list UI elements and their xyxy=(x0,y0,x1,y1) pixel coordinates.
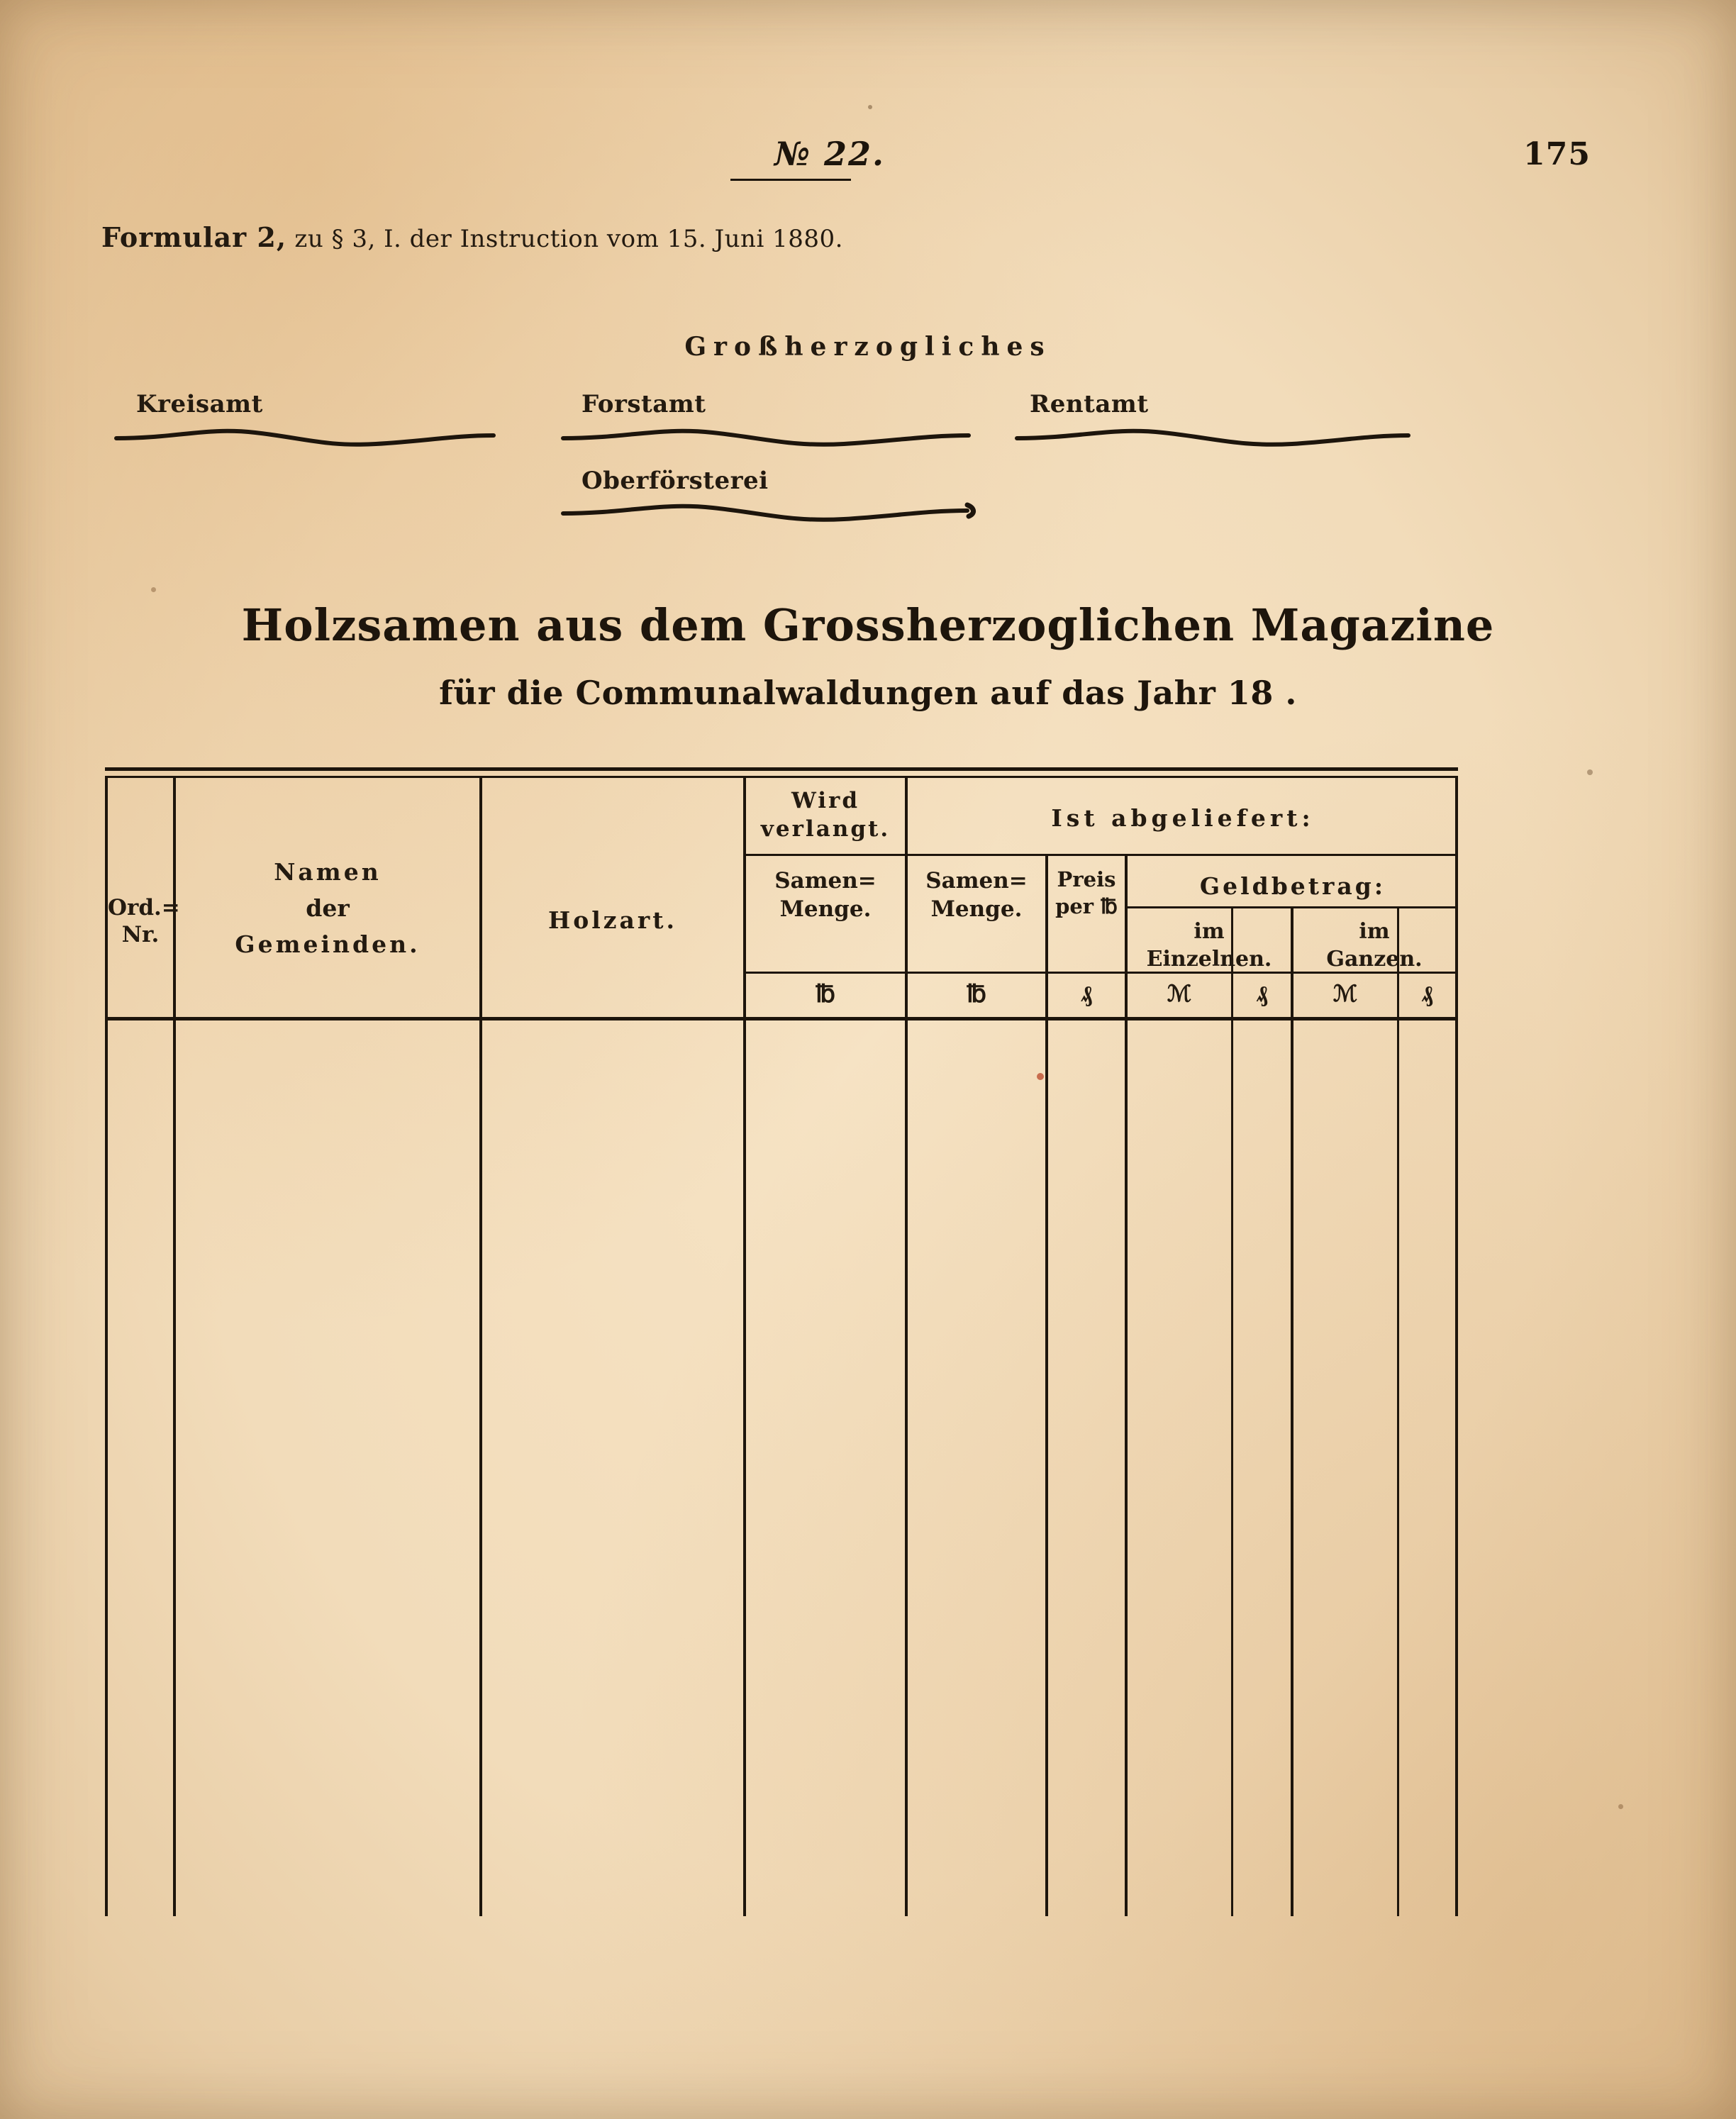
unit-einzeln-mark: ℳ xyxy=(1167,980,1192,1007)
document-subtitle: für die Communalwaldungen auf das Jahr 18 . xyxy=(439,674,1297,712)
header-preis-per-pfund: Preis per ℔ xyxy=(1055,867,1118,918)
paper-speck xyxy=(1587,769,1593,775)
paper-speck xyxy=(868,105,872,109)
office-oberfoersterei-label: Oberförsterei xyxy=(582,467,769,495)
col-rule-right-edge xyxy=(1455,778,1458,1916)
office-rentamt-label: Rentamt xyxy=(1030,390,1149,418)
header-samen-menge-geliefert: Samen= Menge. xyxy=(925,868,1028,923)
header-wird-verlangt: Wird verlangt. xyxy=(760,788,891,842)
header-divider-ist-abgeliefert xyxy=(905,854,1458,856)
header-im-einzelnen: im Einzelnen. xyxy=(1146,919,1272,972)
grossherzogliches-heading: Großherzogliches xyxy=(684,332,1052,362)
unit-ganzen-mark: ℳ xyxy=(1332,980,1358,1007)
formular-reference-line xyxy=(101,221,843,253)
oberfoersterei-rule xyxy=(560,496,986,529)
header-ist-abgeliefert: Ist abgeliefert: xyxy=(1051,804,1315,832)
header-ord-nr: Ord.= Nr. xyxy=(108,895,180,947)
header-geldbetrag: Geldbetrag: xyxy=(1199,872,1386,900)
page-number-heading: № 22. xyxy=(774,135,886,173)
unit-samen-verlangt: ℔ xyxy=(816,980,835,1008)
paper-speck xyxy=(1618,1804,1623,1809)
unit-preis: ₰ xyxy=(1081,980,1092,1007)
header-holzart: Holzart. xyxy=(548,906,677,934)
header-divider-wird-verlangt xyxy=(743,854,905,856)
page-number: 175 xyxy=(1523,136,1591,172)
header-namen-der-gemeinden: Namen der Gemeinden. xyxy=(235,858,421,959)
office-forstamt-label: Forstamt xyxy=(582,390,706,418)
table-body-empty xyxy=(108,1020,1455,1916)
unit-ganzen-pfennig: ₰ xyxy=(1421,980,1433,1007)
forstamt-rule xyxy=(560,423,972,451)
header-samen-menge-verlangt: Samen= Menge. xyxy=(774,868,877,923)
header-im-ganzen: im Ganzen. xyxy=(1326,919,1423,972)
rentamt-rule xyxy=(1014,423,1411,451)
paper-speck xyxy=(151,587,156,592)
table-top-rule-inner xyxy=(105,776,1458,778)
formular-reference-text: zu § 3, I. der Instruction vom 15. Juni 1880. xyxy=(294,225,843,253)
unit-einzeln-pfennig: ₰ xyxy=(1256,980,1268,1007)
form-table xyxy=(105,767,1458,1945)
unit-samen-geliefert: ℔ xyxy=(967,980,986,1008)
table-top-rule xyxy=(105,767,1458,771)
heading-underline xyxy=(730,179,851,181)
document-title: Holzsamen aus dem Grossherzoglichen Magazine xyxy=(241,599,1495,651)
kreisamt-rule xyxy=(113,423,496,451)
office-kreisamt-label: Kreisamt xyxy=(136,390,263,418)
formular-label: Formular 2, xyxy=(101,221,287,253)
